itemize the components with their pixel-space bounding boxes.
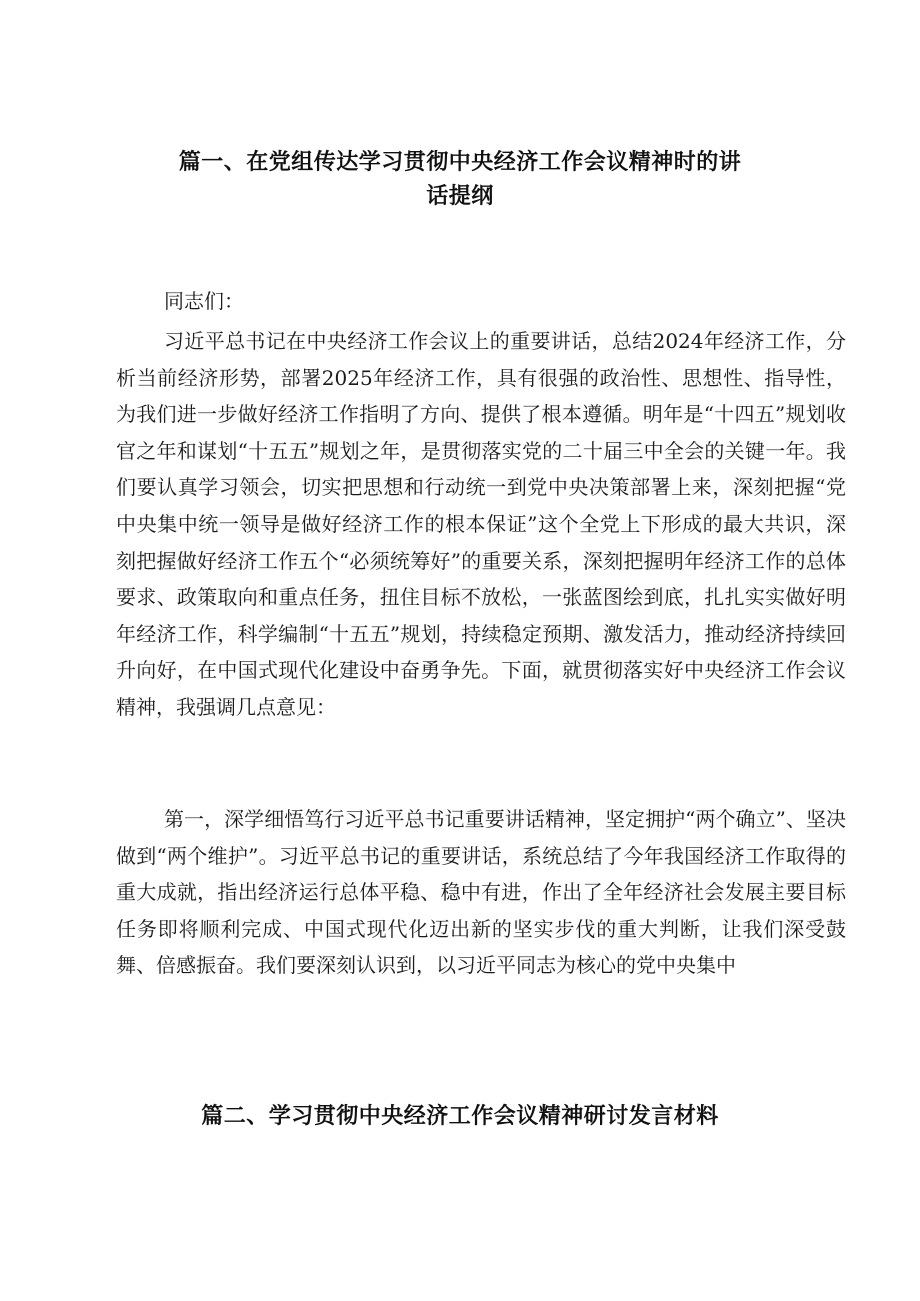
paragraph-1-text: 习近平总书记在中央经济工作会议上的重要讲话，总结2024年经济工作，分析当前经济形势，部署2025年经济工作，具有很强的政治性、思想性、指导性，为我们进一步做好经济工作指明了方向、提供了根本遵循。明年是“十四五”规划收官之年和谋划“十五五”规划之年，是贯彻落实党的二十届三中全会的关键一年。我们要认真学习领会，切实把思想和行动统一到党中央决策部署上来，深刻把握“党中央集中统一领导是做好经济工作的根本保证”这个全党上下形成的最大共识，深刻把握做好经济工作五个“必须统筹好”的重要关系，深刻把握明年经济工作的总体要求、政策取向和重点任务，扭住目标不放松，一张蓝图绘到底，扎扎实实做好明年经济工作，科学编制“十五五”规划，持续稳定预期、激发活力，推动经济持续回升向好，在中国式现代化建设中奋勇争先。下面，就贯彻落实好中央经济工作会议精神，我强调几点意见： [116, 329, 846, 719]
article-1-title-line-1: 篇一、在党组传达学习贯彻中央经济工作会议精神时的讲 [178, 150, 742, 175]
article-2-title: 篇二、学习贯彻中央经济工作会议精神研讨发言材料 [201, 1104, 719, 1129]
paragraph-2-text: 第一，深学细悟笃行习近平总书记重要讲话精神，坚定拥护“两个确立”、坚决做到“两个维护”。习近平总书记的重要讲话，系统总结了今年我国经济工作取得的重大成就，指出经济运行总体平稳、稳中有进，作出了全年经济社会发展主要目标任务即将顺利完成、中国式现代化迈出新的坚实步伐的重大判断，让我们深受鼓舞、倍感振奋。我们要深刻认识到，以习近平同志为核心的党中央集中 [116, 807, 846, 978]
salutation: 同志们： [164, 289, 244, 313]
paragraph-2 [116, 801, 846, 984]
paragraph-1 [116, 323, 846, 726]
article-1-title-line-2: 话提纲 [426, 184, 494, 209]
